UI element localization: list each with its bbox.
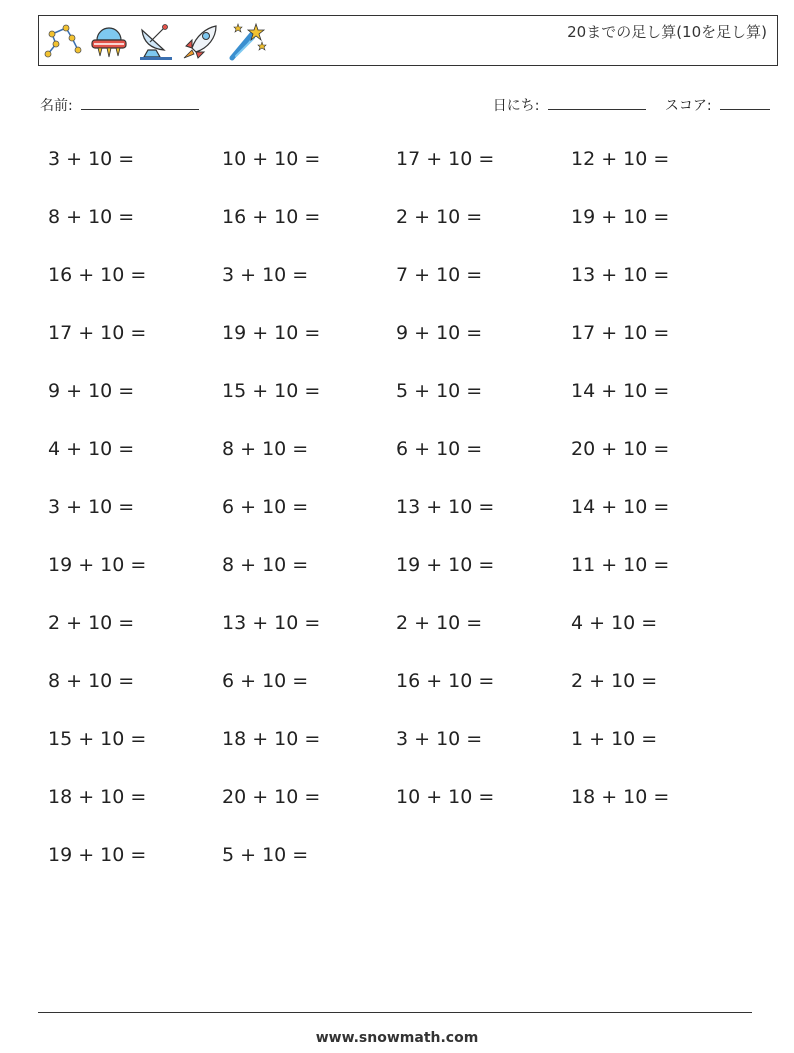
problem-item: 1 + 10 = xyxy=(571,728,658,750)
problem-item: 14 + 10 = xyxy=(571,496,670,518)
problem-item: 18 + 10 = xyxy=(571,786,670,808)
problem-item: 17 + 10 = xyxy=(571,322,670,344)
problem-item: 7 + 10 = xyxy=(396,264,483,286)
footer-divider xyxy=(38,1012,752,1013)
problem-item: 3 + 10 = xyxy=(396,728,483,750)
problem-item: 17 + 10 = xyxy=(396,148,495,170)
problem-item: 2 + 10 = xyxy=(396,612,483,634)
rocket-icon xyxy=(180,20,222,62)
problem-item: 19 + 10 = xyxy=(571,206,670,228)
problem-item: 18 + 10 = xyxy=(48,786,147,808)
problem-item: 3 + 10 = xyxy=(48,496,135,518)
header-icons xyxy=(42,20,268,62)
problem-item: 17 + 10 = xyxy=(48,322,147,344)
constellation-icon xyxy=(42,20,84,62)
problem-item: 9 + 10 = xyxy=(48,380,135,402)
name-label: 名前: xyxy=(40,98,73,114)
problem-item: 15 + 10 = xyxy=(48,728,147,750)
problem-item: 19 + 10 = xyxy=(48,554,147,576)
problem-item: 5 + 10 = xyxy=(396,380,483,402)
score-label: スコア: xyxy=(664,98,712,114)
problem-item: 16 + 10 = xyxy=(396,670,495,692)
problem-item: 19 + 10 = xyxy=(222,322,321,344)
problem-item: 18 + 10 = xyxy=(222,728,321,750)
problem-item: 4 + 10 = xyxy=(571,612,658,634)
problem-item: 14 + 10 = xyxy=(571,380,670,402)
problem-item: 8 + 10 = xyxy=(48,670,135,692)
footer-website: www.snowmath.com xyxy=(315,1030,479,1046)
problem-item: 6 + 10 = xyxy=(222,496,309,518)
problem-item: 19 + 10 = xyxy=(48,844,147,866)
problem-item: 20 + 10 = xyxy=(222,786,321,808)
date-blank xyxy=(548,96,646,110)
date-score-fields xyxy=(493,95,770,115)
score-blank xyxy=(720,96,770,110)
date-label: 日にち: xyxy=(492,98,540,114)
problem-item: 20 + 10 = xyxy=(571,438,670,460)
problem-item: 8 + 10 = xyxy=(222,438,309,460)
header-box xyxy=(38,15,778,66)
problem-item: 13 + 10 = xyxy=(571,264,670,286)
problem-item: 8 + 10 = xyxy=(222,554,309,576)
ufo-icon xyxy=(88,20,130,62)
satellite-dish-icon xyxy=(134,20,176,62)
problem-item: 13 + 10 = xyxy=(222,612,321,634)
problem-item: 9 + 10 = xyxy=(396,322,483,344)
problem-item: 10 + 10 = xyxy=(396,786,495,808)
problem-item: 2 + 10 = xyxy=(571,670,658,692)
problem-item: 11 + 10 = xyxy=(571,554,670,576)
problem-item: 4 + 10 = xyxy=(48,438,135,460)
shooting-star-icon xyxy=(226,20,268,62)
problem-item: 15 + 10 = xyxy=(222,380,321,402)
problem-item: 5 + 10 = xyxy=(222,844,309,866)
problem-item: 6 + 10 = xyxy=(396,438,483,460)
problem-item: 10 + 10 = xyxy=(222,148,321,170)
problem-item: 8 + 10 = xyxy=(48,206,135,228)
problem-item: 3 + 10 = xyxy=(48,148,135,170)
name-blank xyxy=(81,96,199,110)
problem-item: 3 + 10 = xyxy=(222,264,309,286)
problem-item: 12 + 10 = xyxy=(571,148,670,170)
problem-item: 19 + 10 = xyxy=(396,554,495,576)
problem-item: 2 + 10 = xyxy=(396,206,483,228)
problem-item: 2 + 10 = xyxy=(48,612,135,634)
name-field xyxy=(40,95,199,115)
problem-item: 16 + 10 = xyxy=(222,206,321,228)
problem-item: 13 + 10 = xyxy=(396,496,495,518)
problem-item: 6 + 10 = xyxy=(222,670,309,692)
problem-item: 16 + 10 = xyxy=(48,264,147,286)
worksheet-title: 20までの足し算(10を足し算) xyxy=(567,23,767,41)
